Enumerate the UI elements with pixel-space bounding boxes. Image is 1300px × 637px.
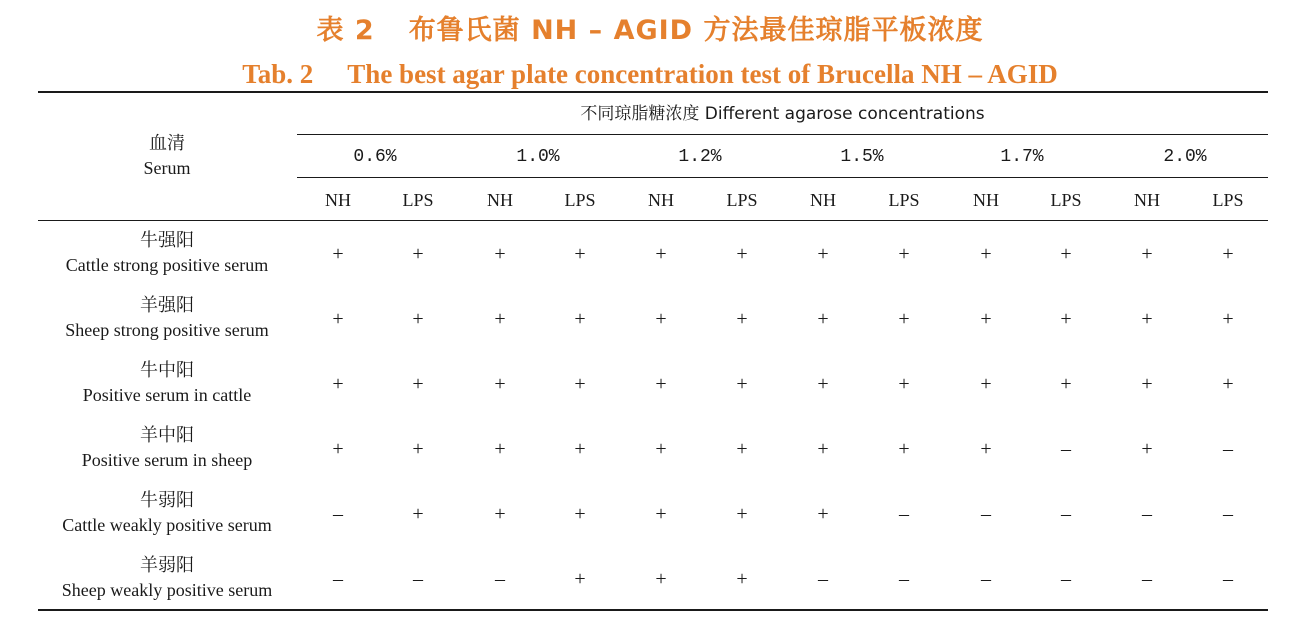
result-cell: + xyxy=(980,243,992,265)
table-caption-cn: 布鲁氏菌 NH – AGID 方法最佳琼脂平板浓度 xyxy=(408,15,984,46)
result-cell: + xyxy=(736,308,748,330)
table-top-rule xyxy=(38,91,1268,93)
result-cell: + xyxy=(574,503,586,525)
result-cell: + xyxy=(574,308,586,330)
sub-header: LPS xyxy=(888,190,920,210)
row-label-cn: 羊中阳 xyxy=(140,425,194,446)
serum-header-cn: 血清 xyxy=(149,133,185,154)
result-cell: – xyxy=(899,503,909,525)
sub-header: LPS xyxy=(1212,190,1244,210)
row-label xyxy=(32,359,302,407)
result-cell: – xyxy=(1142,503,1152,525)
result-cell: – xyxy=(333,503,343,525)
result-cell: + xyxy=(412,308,424,330)
result-cell: + xyxy=(1141,373,1153,395)
result-cell: + xyxy=(898,243,910,265)
row-label-en: Cattle weakly positive serum xyxy=(62,515,272,535)
result-cell: + xyxy=(736,243,748,265)
row-label-cn: 羊强阳 xyxy=(140,295,194,316)
result-cell: – xyxy=(981,503,991,525)
result-cell: – xyxy=(899,568,909,590)
concentration-header: 2.0% xyxy=(1163,147,1207,167)
sub-header: NH xyxy=(648,190,674,210)
sub-header: LPS xyxy=(564,190,596,210)
concentration-header-rule xyxy=(297,177,1268,178)
result-cell: + xyxy=(1060,308,1072,330)
result-cell: + xyxy=(494,308,506,330)
result-cell: + xyxy=(736,373,748,395)
row-label-cn: 牛强阳 xyxy=(140,230,194,251)
result-cell: + xyxy=(655,568,667,590)
result-cell: – xyxy=(1061,438,1071,460)
header-bottom-rule xyxy=(38,220,1268,221)
result-cell: + xyxy=(1222,243,1234,265)
result-cell: – xyxy=(981,568,991,590)
result-cell: + xyxy=(494,243,506,265)
result-cell: + xyxy=(980,308,992,330)
result-cell: + xyxy=(574,243,586,265)
result-cell: + xyxy=(817,373,829,395)
row-label xyxy=(32,294,302,342)
result-cell: + xyxy=(898,308,910,330)
result-cell: + xyxy=(1222,373,1234,395)
sub-header: NH xyxy=(973,190,999,210)
result-cell: – xyxy=(818,568,828,590)
table-label-cn: 表 2 xyxy=(316,15,375,46)
result-cell: + xyxy=(494,438,506,460)
concentration-header: 1.7% xyxy=(1000,147,1044,167)
result-cell: + xyxy=(655,308,667,330)
result-cell: + xyxy=(574,568,586,590)
result-cell: + xyxy=(655,373,667,395)
row-label-en: Sheep weakly positive serum xyxy=(61,580,273,600)
result-cell: + xyxy=(1141,308,1153,330)
row-label-en: Cattle strong positive serum xyxy=(65,255,269,275)
table-caption-en: The best agar plate concentration test of Brucella NH – AGID xyxy=(347,59,1058,89)
result-cell: – xyxy=(495,568,505,590)
result-cell: – xyxy=(1061,568,1071,590)
result-cell: – xyxy=(1223,568,1233,590)
row-label xyxy=(32,489,302,537)
sub-header: NH xyxy=(810,190,836,210)
row-label xyxy=(32,229,302,277)
sub-header: LPS xyxy=(726,190,758,210)
result-cell: + xyxy=(898,373,910,395)
sub-header: LPS xyxy=(402,190,434,210)
sub-header: NH xyxy=(487,190,513,210)
result-cell: + xyxy=(332,308,344,330)
result-cell: + xyxy=(494,503,506,525)
result-cell: + xyxy=(412,373,424,395)
result-cell: + xyxy=(332,373,344,395)
row-label xyxy=(32,554,302,602)
row-label xyxy=(32,424,302,472)
table-title-english xyxy=(0,57,1300,91)
result-cell: + xyxy=(817,243,829,265)
result-cell: + xyxy=(817,308,829,330)
result-cell: + xyxy=(736,503,748,525)
result-cell: + xyxy=(412,243,424,265)
concentration-header: 1.2% xyxy=(678,147,722,167)
result-cell: + xyxy=(494,373,506,395)
result-cell: + xyxy=(332,438,344,460)
sub-header: LPS xyxy=(1050,190,1082,210)
concentration-header: 0.6% xyxy=(353,147,397,167)
result-cell: + xyxy=(655,243,667,265)
result-cell: – xyxy=(1223,438,1233,460)
result-cell: + xyxy=(1222,308,1234,330)
sub-header: NH xyxy=(325,190,351,210)
group-header-rule xyxy=(297,134,1268,135)
result-cell: + xyxy=(332,243,344,265)
result-cell: + xyxy=(412,438,424,460)
table-title-chinese xyxy=(0,14,1300,48)
result-cell: + xyxy=(980,373,992,395)
row-label-en: Positive serum in cattle xyxy=(82,385,252,405)
result-cell: + xyxy=(1141,243,1153,265)
result-cell: – xyxy=(1061,503,1071,525)
result-cell: + xyxy=(817,503,829,525)
result-cell: – xyxy=(413,568,423,590)
result-cell: + xyxy=(574,438,586,460)
row-label-en: Positive serum in sheep xyxy=(81,450,253,470)
row-label-cn: 羊弱阳 xyxy=(140,555,194,576)
concentration-header: 1.5% xyxy=(840,147,884,167)
result-cell: – xyxy=(333,568,343,590)
serum-header-en: Serum xyxy=(143,158,191,178)
serum-header xyxy=(87,132,247,180)
row-label-en: Sheep strong positive serum xyxy=(65,320,269,340)
result-cell: + xyxy=(736,438,748,460)
result-cell: + xyxy=(898,438,910,460)
result-cell: + xyxy=(736,568,748,590)
result-cell: + xyxy=(574,373,586,395)
result-cell: + xyxy=(817,438,829,460)
result-cell: – xyxy=(1142,568,1152,590)
row-label-cn: 牛弱阳 xyxy=(140,490,194,511)
sub-header: NH xyxy=(1134,190,1160,210)
result-cell: + xyxy=(1141,438,1153,460)
result-cell: + xyxy=(655,503,667,525)
result-cell: + xyxy=(1060,243,1072,265)
result-cell: + xyxy=(655,438,667,460)
result-cell: + xyxy=(980,438,992,460)
result-cell: – xyxy=(1223,503,1233,525)
row-label-cn: 牛中阳 xyxy=(140,360,194,381)
table-label-en: Tab. 2 xyxy=(242,59,314,89)
table-bottom-rule xyxy=(38,609,1268,611)
result-cell: + xyxy=(412,503,424,525)
concentration-header: 1.0% xyxy=(516,147,560,167)
result-cell: + xyxy=(1060,373,1072,395)
concentration-group-header: 不同琼脂糖浓度 Different agarose concentrations xyxy=(580,104,985,124)
